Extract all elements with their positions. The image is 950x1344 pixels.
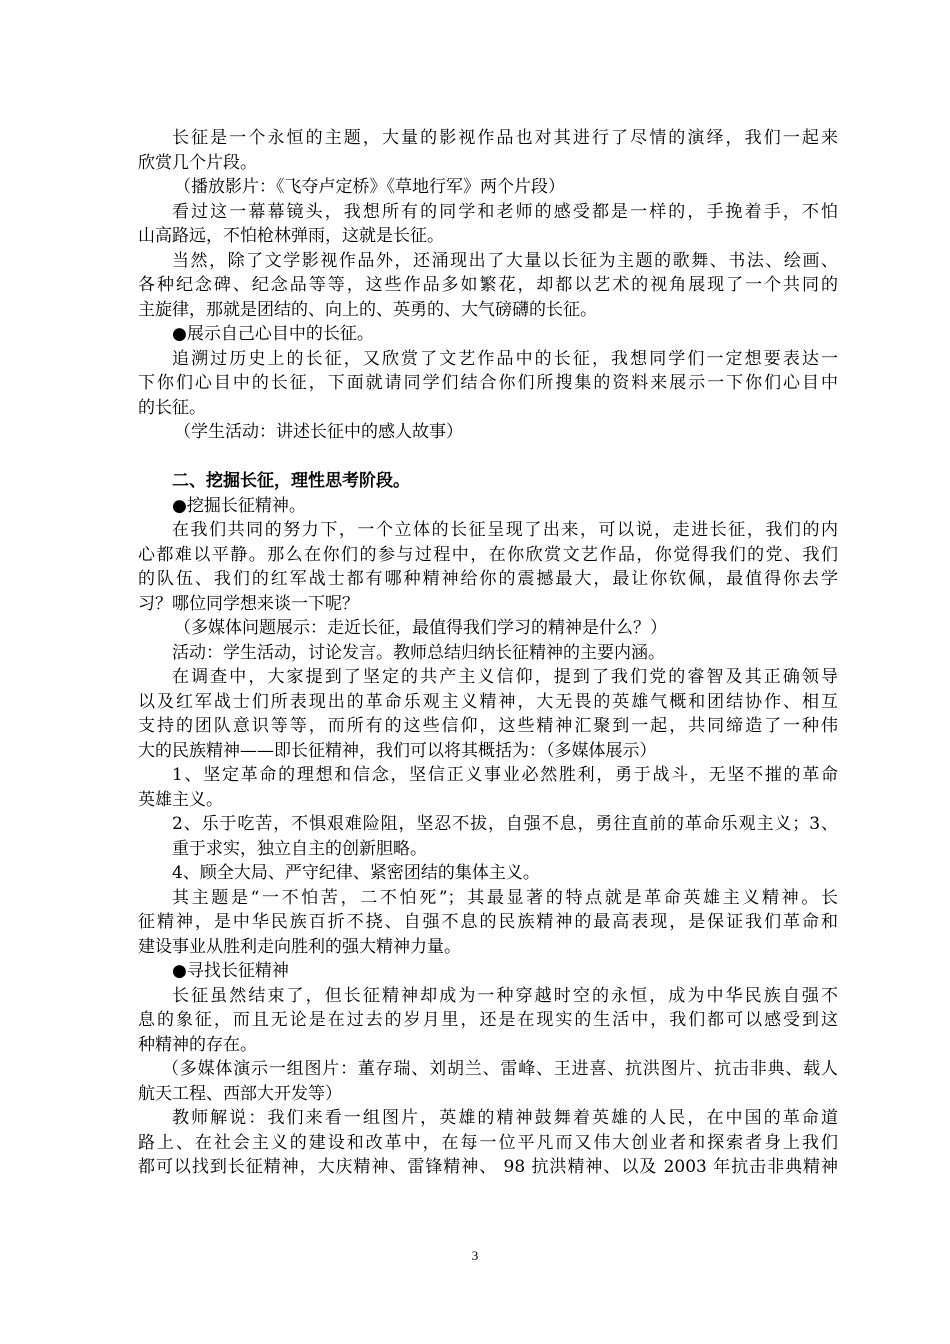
text-line: 其主题是“一不怕苦，二不怕死”；其最显著的特点就是革命英雄主义精神。长 bbox=[172, 887, 838, 908]
text-line: 以及红军战士们所表现出的革命乐观主义精神，大无畏的英雄气概和团结协作、相互 bbox=[138, 691, 838, 712]
section-heading: 二、挖掘长征，理性思考阶段。 bbox=[172, 471, 410, 491]
text-line: 航天工程、西部大开发等） bbox=[138, 1083, 342, 1104]
text-line: 息的象征，而且无论是在过去的岁月里，还是在现实的生活中，我们都可以感受到这 bbox=[138, 1010, 838, 1030]
text-line: 1、坚定革命的理想和信念，坚信正义事业必然胜利，勇于战斗，无坚不摧的革命 bbox=[172, 765, 838, 785]
blank-line bbox=[138, 445, 838, 470]
text-line: ●寻找长征精神 bbox=[172, 961, 289, 981]
text-line: 4、顾全大局、严守纪律、紧密团结的集体主义。 bbox=[172, 863, 540, 883]
text-line: （播放影片：《飞夺卢定桥》《草地行军》两个片段） bbox=[174, 177, 565, 197]
text-line: 的长征。 bbox=[138, 397, 206, 418]
text-line: ●挖掘长征精神。 bbox=[172, 495, 306, 516]
text-line: 路上、在社会主义的建设和改革中，在每一位平凡而又伟大创业者和探索者身上我们 bbox=[138, 1132, 838, 1153]
text-line: 教师解说：我们来看一组图片，英雄的精神鼓舞着英雄的人民，在中国的革命道 bbox=[172, 1108, 838, 1128]
text-line: （学生活动：讲述长征中的感人故事） bbox=[174, 422, 463, 442]
text-line: 长征是一个永恒的主题，大量的影视作品也对其进行了尽情的演绎，我们一起来 bbox=[172, 128, 838, 148]
body-text bbox=[138, 126, 838, 1180]
text-line: ●展示自己心目中的长征。 bbox=[172, 324, 374, 344]
text-line: （多媒体问题展示：走近长征，最值得我们学习的精神是什么？） bbox=[174, 618, 667, 638]
text-line: 追溯过历史上的长征，又欣赏了文艺作品中的长征，我想同学们一定想要表达一 bbox=[172, 348, 838, 369]
text-line: 英雄主义。 bbox=[138, 789, 223, 810]
text-line: 各种纪念碑、纪念品等等，这些作品多如繁花，却都以艺术的视角展现了一个共同的 bbox=[138, 275, 838, 295]
text-line: 征精神，是中华民族百折不挠、自强不息的民族精神的最高表现，是保证我们革命和 bbox=[138, 912, 838, 932]
text-line: （多媒体演示一组图片：董存瑞、刘胡兰、雷峰、王进喜、抗洪图片、抗击非典、载人 bbox=[162, 1059, 838, 1079]
text-line: 都可以找到长征精神，大庆精神、雷锋精神、 98 抗洪精神、以及 2003 年抗击非典精神 bbox=[138, 1157, 838, 1177]
text-line: 的队伍、我们的红军战士都有哪种精神给你的震撼最大，最让你钦佩，最值得你去学 bbox=[138, 569, 838, 589]
text-line: 支持的团队意识等等，而所有的这些信仰，这些精神汇聚到一起，共同缔造了一种伟 bbox=[138, 716, 838, 736]
text-line: 欣赏几个片段。 bbox=[138, 152, 257, 173]
text-line: 习？哪位同学想来谈一下呢？ bbox=[138, 593, 359, 614]
text-line: 重于求实，独立自主的创新胆略。 bbox=[172, 838, 427, 859]
text-line: 心都难以平静。那么在你们的参与过程中，在你欣赏文艺作品，你觉得我们的党、我们 bbox=[138, 544, 838, 565]
text-line: 在调查中，大家提到了坚定的共产主义信仰，提到了我们党的睿智及其正确领导 bbox=[172, 667, 838, 687]
text-line: 主旋律，那就是团结的、向上的、英勇的、大气磅礴的长征。 bbox=[138, 299, 597, 320]
text-line: 下你们心目中的长征，下面就请同学们结合你们所搜集的资料来展示一下你们心目中 bbox=[138, 373, 838, 393]
page-number: 3 bbox=[471, 1248, 479, 1263]
text-line: 长征虽然结束了，但长征精神却成为一种穿越时空的永恒，成为中华民族自强不 bbox=[172, 985, 838, 1006]
text-line: 建设事业从胜利走向胜利的强大精神力量。 bbox=[138, 936, 461, 957]
text-line: 大的民族精神——即长征精神，我们可以将其概括为：（多媒体展示） bbox=[138, 740, 657, 761]
text-line: 种精神的存在。 bbox=[138, 1034, 257, 1055]
text-line: 山高路远，不怕枪林弹雨，这就是长征。 bbox=[138, 226, 444, 246]
text-line: 在我们共同的努力下，一个立体的长征呈现了出来，可以说，走进长征，我们的内 bbox=[172, 520, 838, 540]
text-line: 活动：学生活动，讨论发言。教师总结归纳长征精神的主要内涵。 bbox=[172, 642, 665, 663]
text-line: 当然，除了文学影视作品外，还涌现出了大量以长征为主题的歌舞、书法、绘画、 bbox=[172, 250, 838, 271]
text-line: 看过这一幕幕镜头，我想所有的同学和老师的感受都是一样的，手挽着手，不怕 bbox=[172, 201, 838, 222]
text-line: 2、乐于吃苦，不惧艰难险阻，坚忍不拔，自强不息，勇往直前的革命乐观主义；3、 bbox=[172, 814, 838, 834]
